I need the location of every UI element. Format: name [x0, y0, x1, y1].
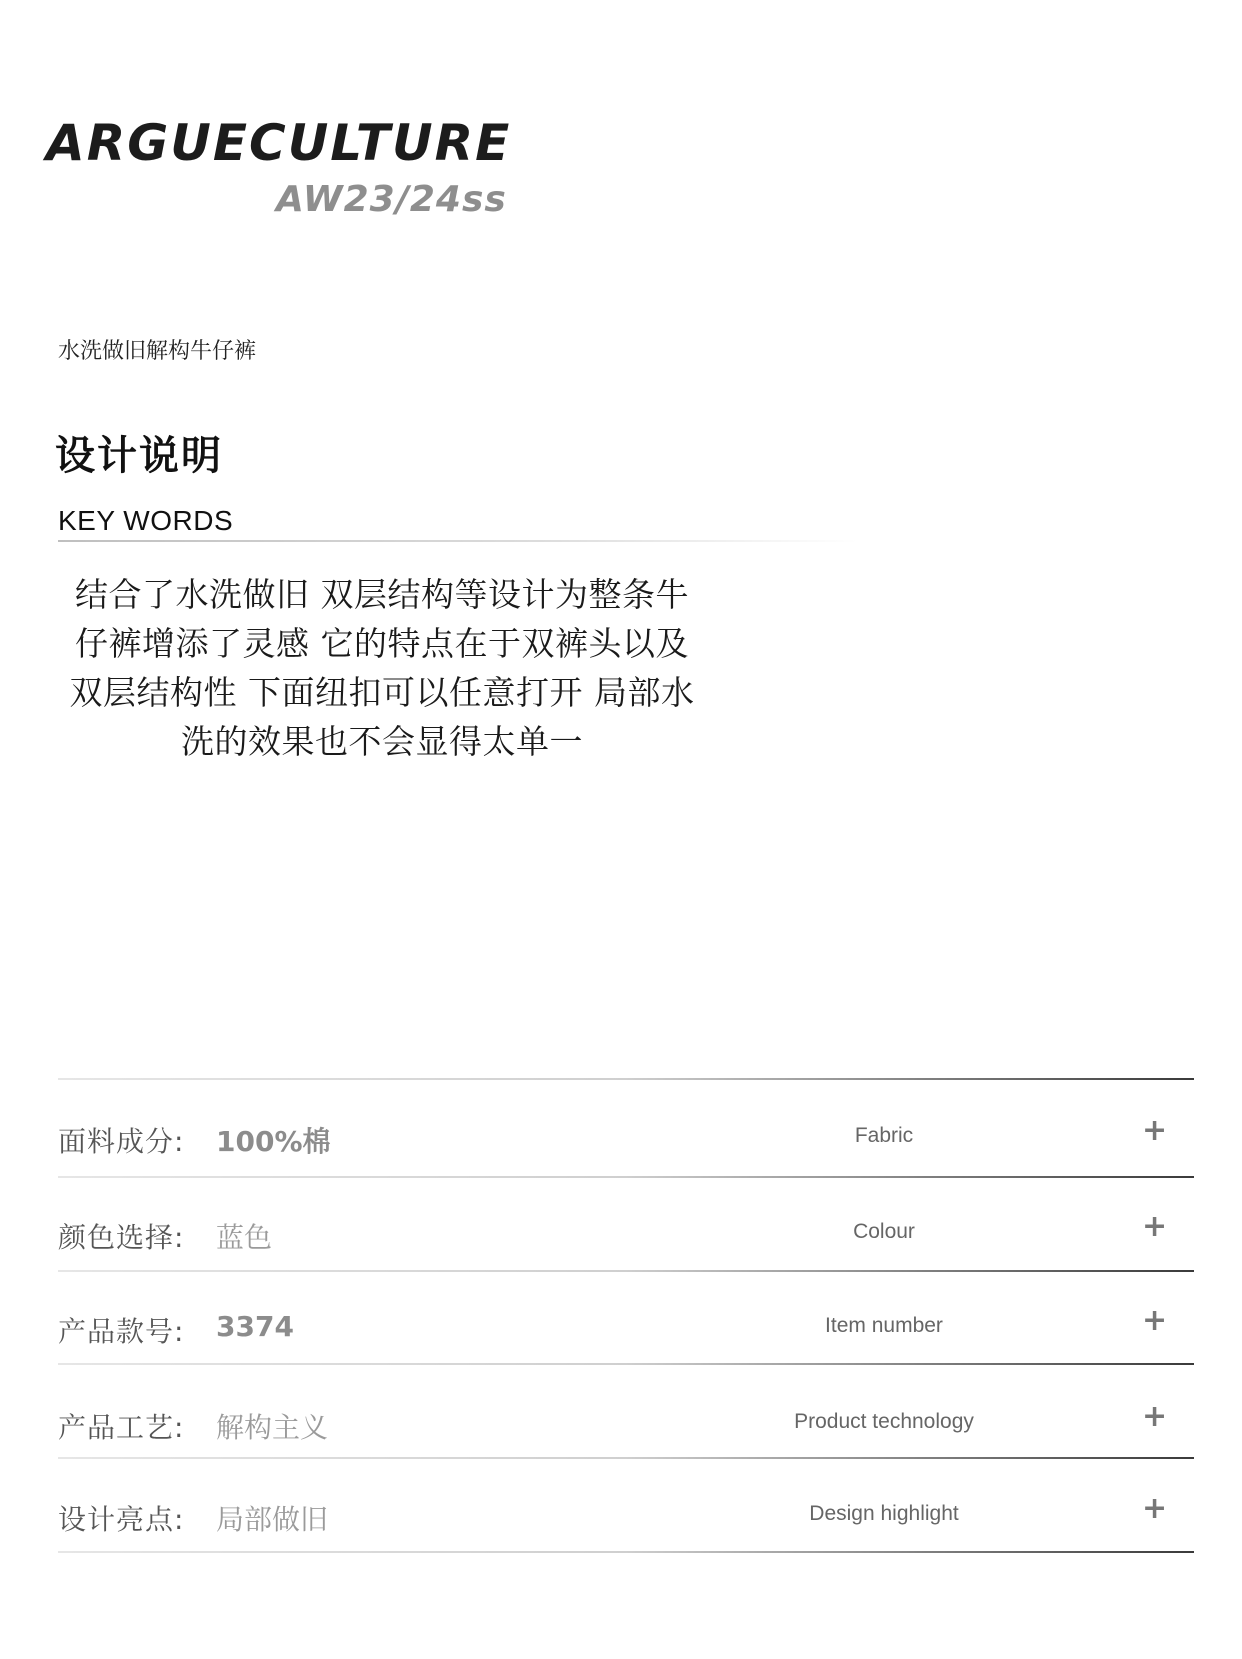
brand-logo: ARGUECULTURE [46, 114, 512, 172]
spec-value: 3374 [216, 1310, 294, 1343]
keywords-divider [58, 540, 858, 542]
description-line: 结合了水洗做旧 双层结构等设计为整条牛 [75, 575, 689, 614]
spec-label: 产品款号: [58, 1315, 185, 1348]
spec-label: 产品工艺: [58, 1411, 185, 1444]
spec-divider [58, 1176, 1194, 1178]
spec-divider [58, 1078, 1194, 1080]
plus-icon[interactable]: + [1142, 1303, 1168, 1338]
spec-label: 面料成分: [58, 1125, 185, 1158]
spec-divider [58, 1363, 1194, 1365]
spec-row-item-number[interactable] [0, 1300, 1242, 1360]
spec-label: 颜色选择: [58, 1221, 185, 1254]
plus-icon[interactable]: + [1142, 1209, 1168, 1244]
description-line: 仔裤增添了灵感 它的特点在于双裤头以及 [75, 624, 689, 663]
section-title: 设计说明 [55, 433, 223, 479]
season-label: AW23/24ss [276, 179, 507, 220]
spec-english-label: Product technology [794, 1410, 974, 1433]
plus-icon[interactable]: + [1142, 1113, 1168, 1148]
spec-english-label: Design highlight [809, 1502, 959, 1525]
spec-english-label: Colour [853, 1220, 915, 1243]
spec-value: 解构主义 [216, 1411, 329, 1444]
design-description [52, 570, 712, 766]
spec-english-label: Item number [825, 1314, 943, 1337]
product-name: 水洗做旧解构牛仔裤 [58, 339, 257, 364]
spec-value: 蓝色 [216, 1221, 273, 1254]
spec-value: 局部做旧 [216, 1503, 329, 1536]
spec-row-design-highlight[interactable] [0, 1488, 1242, 1548]
spec-divider [58, 1457, 1194, 1459]
spec-label: 设计亮点: [58, 1503, 185, 1536]
spec-row-fabric[interactable] [0, 1110, 1242, 1170]
description-line: 双层结构性 下面纽扣可以任意打开 局部水 [69, 673, 695, 712]
spec-divider [58, 1270, 1194, 1272]
spec-english-label: Fabric [854, 1124, 914, 1147]
plus-icon[interactable]: + [1142, 1491, 1168, 1526]
spec-value: 100%棉 [216, 1125, 331, 1158]
description-line: 洗的效果也不会显得太单一 [181, 722, 583, 761]
spec-divider [58, 1551, 1194, 1553]
keywords-label: KEY WORDS [58, 505, 234, 536]
plus-icon[interactable]: + [1142, 1399, 1168, 1434]
spec-row-product-technology[interactable] [0, 1396, 1242, 1456]
spec-row-colour[interactable] [0, 1206, 1242, 1266]
